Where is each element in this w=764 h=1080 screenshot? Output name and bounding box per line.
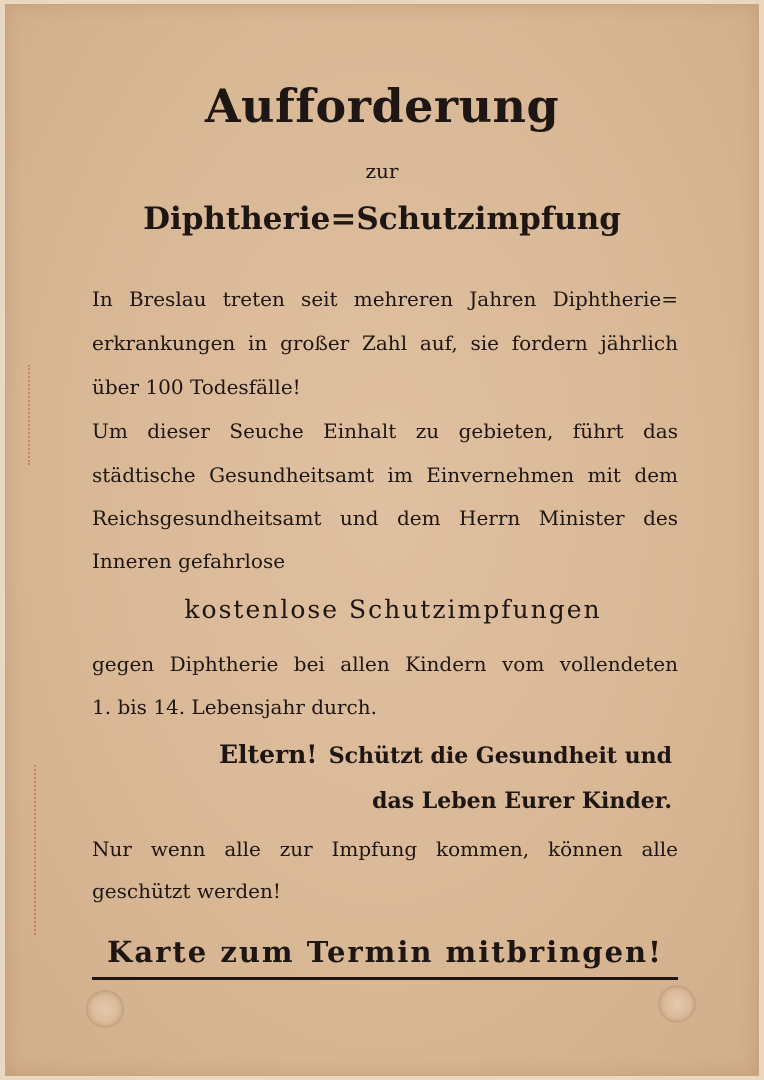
paragraph-line: Um dieser Seuche Einhalt zu gebieten, führt das: [92, 419, 678, 443]
paragraph-line: 1. bis 14. Lebensjahr durch.: [92, 695, 377, 719]
highlight-line: kostenlose Schutzimpfungen: [184, 595, 602, 624]
paragraph-line: Reichsgesundheitsamt und dem Herrn Minister des: [92, 506, 678, 530]
appeal-line: das Leben Eurer Kinder.: [372, 788, 672, 814]
faded-stamp-mark: [34, 765, 36, 935]
paragraph-line: geschützt werden!: [92, 879, 281, 903]
closing-instruction: Karte zum Termin mitbringen!: [107, 935, 663, 969]
title-connector: zur: [365, 159, 399, 183]
closing-underline: [92, 977, 678, 980]
paragraph-line: In Breslau treten seit mehreren Jahren Diphtherie=: [92, 287, 678, 311]
paragraph-line: gegen Diphtherie bei allen Kindern vom vollendeten: [92, 652, 678, 676]
punch-hole: [86, 990, 124, 1028]
faded-stamp-mark: [28, 365, 30, 465]
paragraph-line: Inneren gefahrlose: [92, 549, 286, 573]
document-card: [5, 4, 759, 1076]
paragraph-line: Nur wenn alle zur Impfung kommen, können alle: [92, 837, 678, 861]
appeal-line: Schützt die Gesundheit und: [328, 743, 672, 769]
paragraph-line: über 100 Todesfälle!: [92, 375, 301, 399]
punch-hole: [658, 985, 696, 1023]
document-subtitle: Diphtherie=Schutzimpfung: [143, 201, 621, 237]
document-title: Aufforderung: [204, 79, 560, 133]
paragraph-line: städtische Gesundheitsamt im Einvernehmen mit dem: [92, 463, 678, 487]
appeal-eltern: Eltern!: [219, 740, 318, 769]
paragraph-line: erkrankungen in großer Zahl auf, sie fordern jährlich: [92, 331, 678, 355]
